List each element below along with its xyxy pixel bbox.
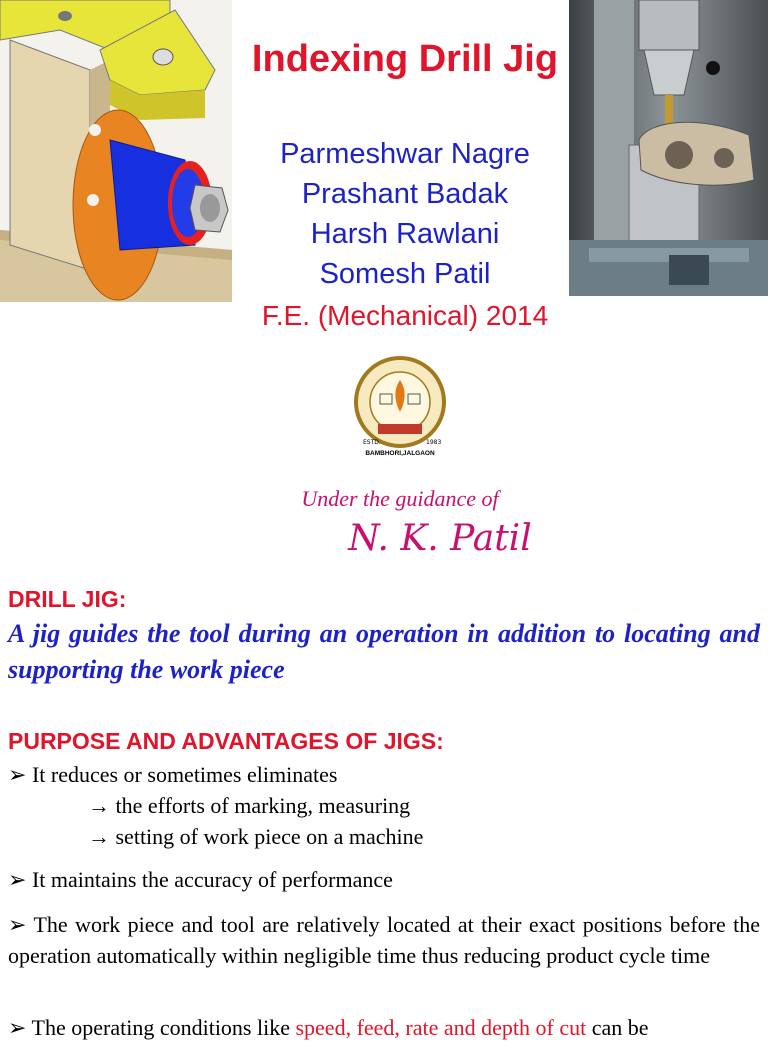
author-name: Harsh Rawlani bbox=[310, 218, 500, 250]
bullet-arrow-icon: ➢ bbox=[8, 762, 27, 787]
right-arrow-icon: → bbox=[88, 824, 110, 849]
sub-bullet-item: → setting of work piece on a machine bbox=[88, 824, 424, 849]
course-label: F.E. (Mechanical) 2014 bbox=[261, 300, 549, 331]
author-name: Parmeshwar Nagre bbox=[280, 138, 530, 170]
logo-estd: ESTD. bbox=[363, 439, 381, 446]
presentation-title: Indexing Drill Jig bbox=[251, 38, 559, 80]
logo-place: BAMBHORI,JALGAON bbox=[365, 450, 435, 457]
guidance-label: Under the guidance of bbox=[301, 486, 499, 511]
right-arrow-icon: → bbox=[88, 793, 110, 818]
drill-jig-definition: A jig guides the tool during an operation in addition to locating and supporting the work piece bbox=[8, 619, 760, 684]
author-name: Prashant Badak bbox=[301, 178, 509, 210]
logo-year: 1983 bbox=[426, 439, 442, 446]
bullet-arrow-icon: ➢ bbox=[8, 912, 27, 937]
bullet-item: ➢ The operating conditions like speed, feed, rate and depth of cut can be bbox=[8, 1015, 649, 1040]
sub-bullet-item: → the efforts of marking, measuring bbox=[88, 793, 411, 818]
bullet-item: ➢ It maintains the accuracy of performance bbox=[8, 867, 393, 892]
bullet-item: ➢ The work piece and tool are relatively located at their exact positions before the operation automatically within negligible time thus reducing product cycle time bbox=[8, 912, 761, 968]
college-logo bbox=[340, 352, 460, 464]
bullet-item: ➢ It reduces or sometimes eliminates bbox=[8, 762, 338, 787]
bullet-arrow-icon: ➢ bbox=[8, 867, 27, 892]
drill-press-photo bbox=[569, 0, 768, 296]
author-name: Somesh Patil bbox=[319, 258, 491, 290]
bullet-arrow-icon: ➢ bbox=[8, 1015, 27, 1040]
purpose-heading: PURPOSE AND ADVANTAGES OF JIGS: bbox=[8, 728, 444, 754]
jig-cad-image bbox=[0, 0, 232, 302]
drill-jig-heading: DRILL JIG: bbox=[8, 586, 127, 612]
guide-name: N. K. Patil bbox=[348, 518, 532, 559]
